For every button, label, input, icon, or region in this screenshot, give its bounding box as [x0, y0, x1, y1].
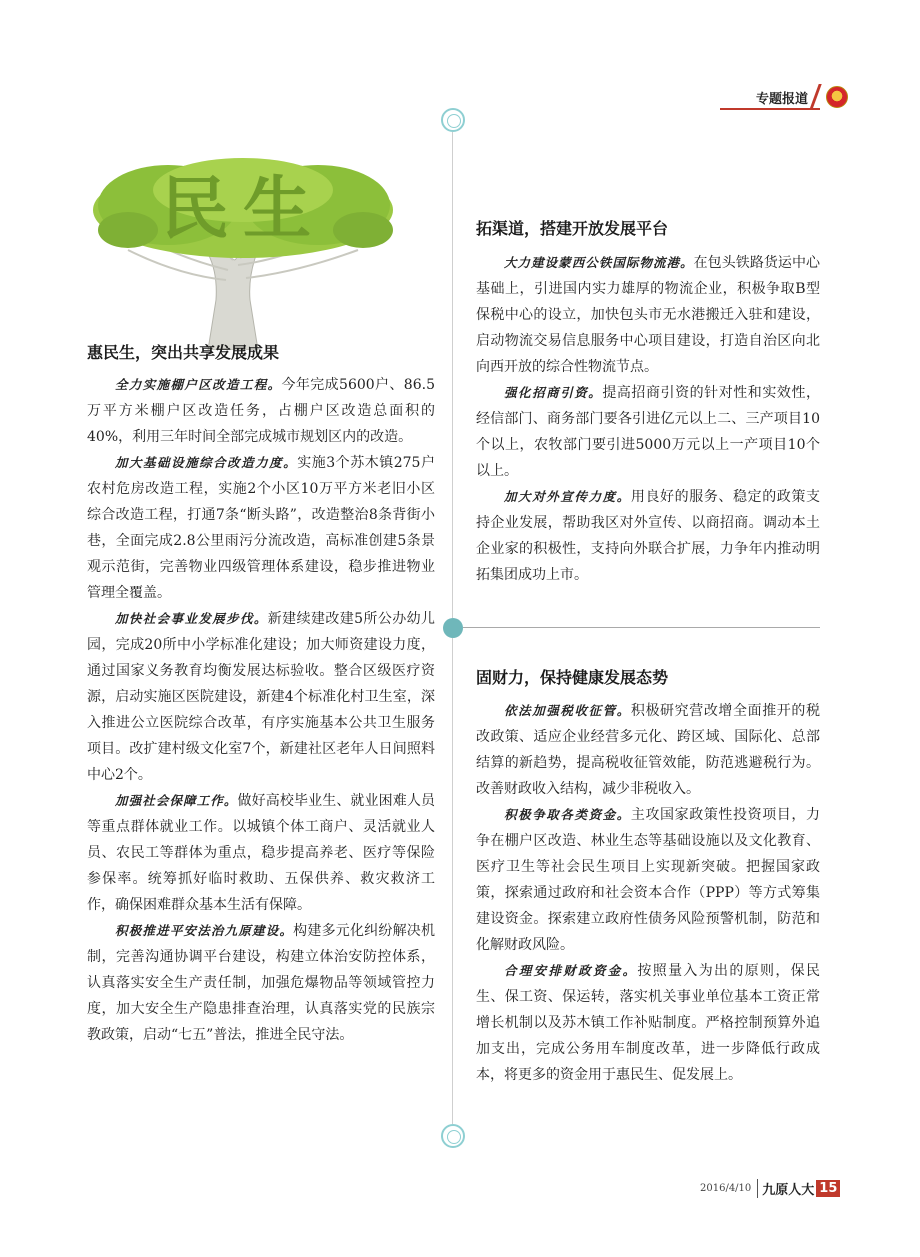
- paragraph-body: 在包头铁路货运中心基础上，引进国内实力雄厚的物流企业，积极争取B型保税中心的设立，加快包头市无水港搬迁入驻和建设，启动物流交易信息服务中心项目建设，打造自治区向北向西开放的综合性物流节点。: [476, 255, 820, 375]
- left-column-text: [87, 372, 435, 1048]
- paragraph-lead: 加快社会事业发展步伐。: [115, 611, 268, 626]
- paragraph: [87, 788, 435, 918]
- paragraph: [87, 372, 435, 450]
- paragraph-body: 主攻国家政策性投资项目，力争在棚户区改造、林业生态等基础设施以及文化教育、医疗卫生等社会民生项目上实现新突破。把握国家政策，探索通过政府和社会资本合作（PPP）等方式筹集建设资金。探索建立政府性债务风险预警机制，防范和化解财政风险。: [476, 807, 820, 953]
- paragraph-body: 今年完成5600户、86.5万平方米棚户区改造任务，占棚户区改造总面积的40%，利用三年时间全部完成城市规划区内的改造。: [87, 377, 435, 445]
- bottom-ring-ornament: [441, 1124, 465, 1148]
- section-dot-ornament: [443, 618, 463, 638]
- section-label: 专题报道: [756, 92, 809, 107]
- paragraph-lead: 全力实施棚户区改造工程。: [115, 377, 282, 392]
- tree-illustration: [88, 150, 398, 350]
- paragraph: [87, 606, 435, 788]
- paragraph-body: 积极研究营改增全面推开的税改政策、适应企业经营多元化、跨区域、国际化、总部结算的新趋势，提高税收征管效能，防范逃避税行为。改善财政收入结构，减少非税收入。: [476, 703, 820, 797]
- left-section-title: 惠民生，突出共享发展成果: [87, 343, 280, 362]
- paragraph-body: 提高招商引资的针对性和实效性，经信部门、商务部门要各引进亿元以上二、三产项目10个以上，农牧部门要引进5000万元以上一产项目10个以上。: [476, 385, 820, 479]
- paragraph-lead: 积极争取各类资金。: [504, 807, 631, 822]
- paragraph: [87, 450, 435, 606]
- page-footer: [700, 1178, 840, 1198]
- right-top-section-title: 拓渠道，搭建开放发展平台: [476, 219, 669, 238]
- magazine-name: 九原人大: [757, 1179, 814, 1198]
- right-bottom-section-title: 固财力，保持健康发展态势: [476, 668, 669, 687]
- issue-date: 2016/4/10: [700, 1182, 752, 1194]
- paragraph: [476, 380, 820, 484]
- paragraph: [476, 698, 820, 802]
- tree-lettering: 民生: [160, 170, 326, 249]
- paragraph-body: 做好高校毕业生、就业困难人员等重点群体就业工作。以城镇个体工商户、灵活就业人员、农民工等群体为重点，稳步提高养老、医疗等保险参保率。统筹抓好临时救助、五保供养、救灾救济工作，确保困难群众基本生活有保障。: [87, 793, 435, 913]
- paragraph-body: 用良好的服务、稳定的政策支持企业发展，帮助我区对外宣传、以商招商。调动本土企业家的积极性，支持向外联合扩展，力争年内推动明拓集团成功上市。: [476, 489, 820, 583]
- paragraph: [476, 958, 820, 1088]
- paragraph-body: 实施3个苏木镇275户农村危房改造工程，实施2个小区10万平方米老旧小区综合改造工程，打通7条“断头路”，改造整治8条背街小巷，全面完成2.8公里雨污分流改造，高标准创建5条景观示范街，完善物业四级管理体系建设，稳步推进物业管理全覆盖。: [87, 455, 435, 601]
- paragraph: [476, 250, 820, 380]
- right-bottom-column-text: [476, 698, 820, 1088]
- paragraph-lead: 积极推进平安法治九原建设。: [115, 923, 294, 938]
- paragraph-lead: 强化招商引资。: [504, 385, 603, 400]
- paragraph-lead: 加大对外宣传力度。: [504, 489, 631, 504]
- header-rule: [720, 108, 820, 110]
- paragraph-lead: 大力建设蒙西公铁国际物流港。: [504, 255, 694, 270]
- top-ring-ornament: [441, 108, 465, 132]
- header-slash-decoration: [809, 84, 821, 110]
- paragraph-body: 构建多元化纠纷解决机制，完善沟通协调平台建设，构建立体治安防控体系，认真落实安全生产责任制，加强危爆物品等领域管控力度，加大安全生产隐患排查治理，认真落实党的民族宗教政策，启动“七五”普法，推进全民守法。: [87, 923, 435, 1043]
- national-emblem-icon: [826, 86, 848, 108]
- right-top-column-text: [476, 250, 820, 588]
- paragraph-body: 按照量入为出的原则，保民生、保工资、保运转，落实机关事业单位基本工资正常增长机制以及苏木镇工作补贴制度。严格控制预算外追加支出，完成公务用车制度改革，进一步降低行政成本，将更多的资金用于惠民生、促发展上。: [476, 963, 820, 1083]
- paragraph-lead: 加强社会保障工作。: [115, 793, 238, 808]
- paragraph-lead: 合理安排财政资金。: [504, 963, 638, 978]
- column-divider-lower: [452, 638, 453, 1124]
- paragraph: [87, 918, 435, 1048]
- column-divider-upper: [452, 132, 453, 618]
- page-number: 15: [816, 1180, 840, 1197]
- paragraph-lead: 依法加强税收征管。: [504, 703, 631, 718]
- section-divider-rule: [463, 627, 820, 628]
- paragraph-body: 新建续建改建5所公办幼儿园，完成20所中小学标准化建设；加大师资建设力度，通过国家义务教育均衡发展达标验收。整合区级医疗资源，启动实施区医院建设，新建4个标准化村卫生室，深入推进公立医院综合改革，有序实施基本公共卫生服务项目。改扩建村级文化室7个，新建社区老年人日间照料中心2个。: [87, 611, 435, 783]
- paragraph: [476, 484, 820, 588]
- paragraph-lead: 加大基础设施综合改造力度。: [115, 455, 298, 470]
- paragraph: [476, 802, 820, 958]
